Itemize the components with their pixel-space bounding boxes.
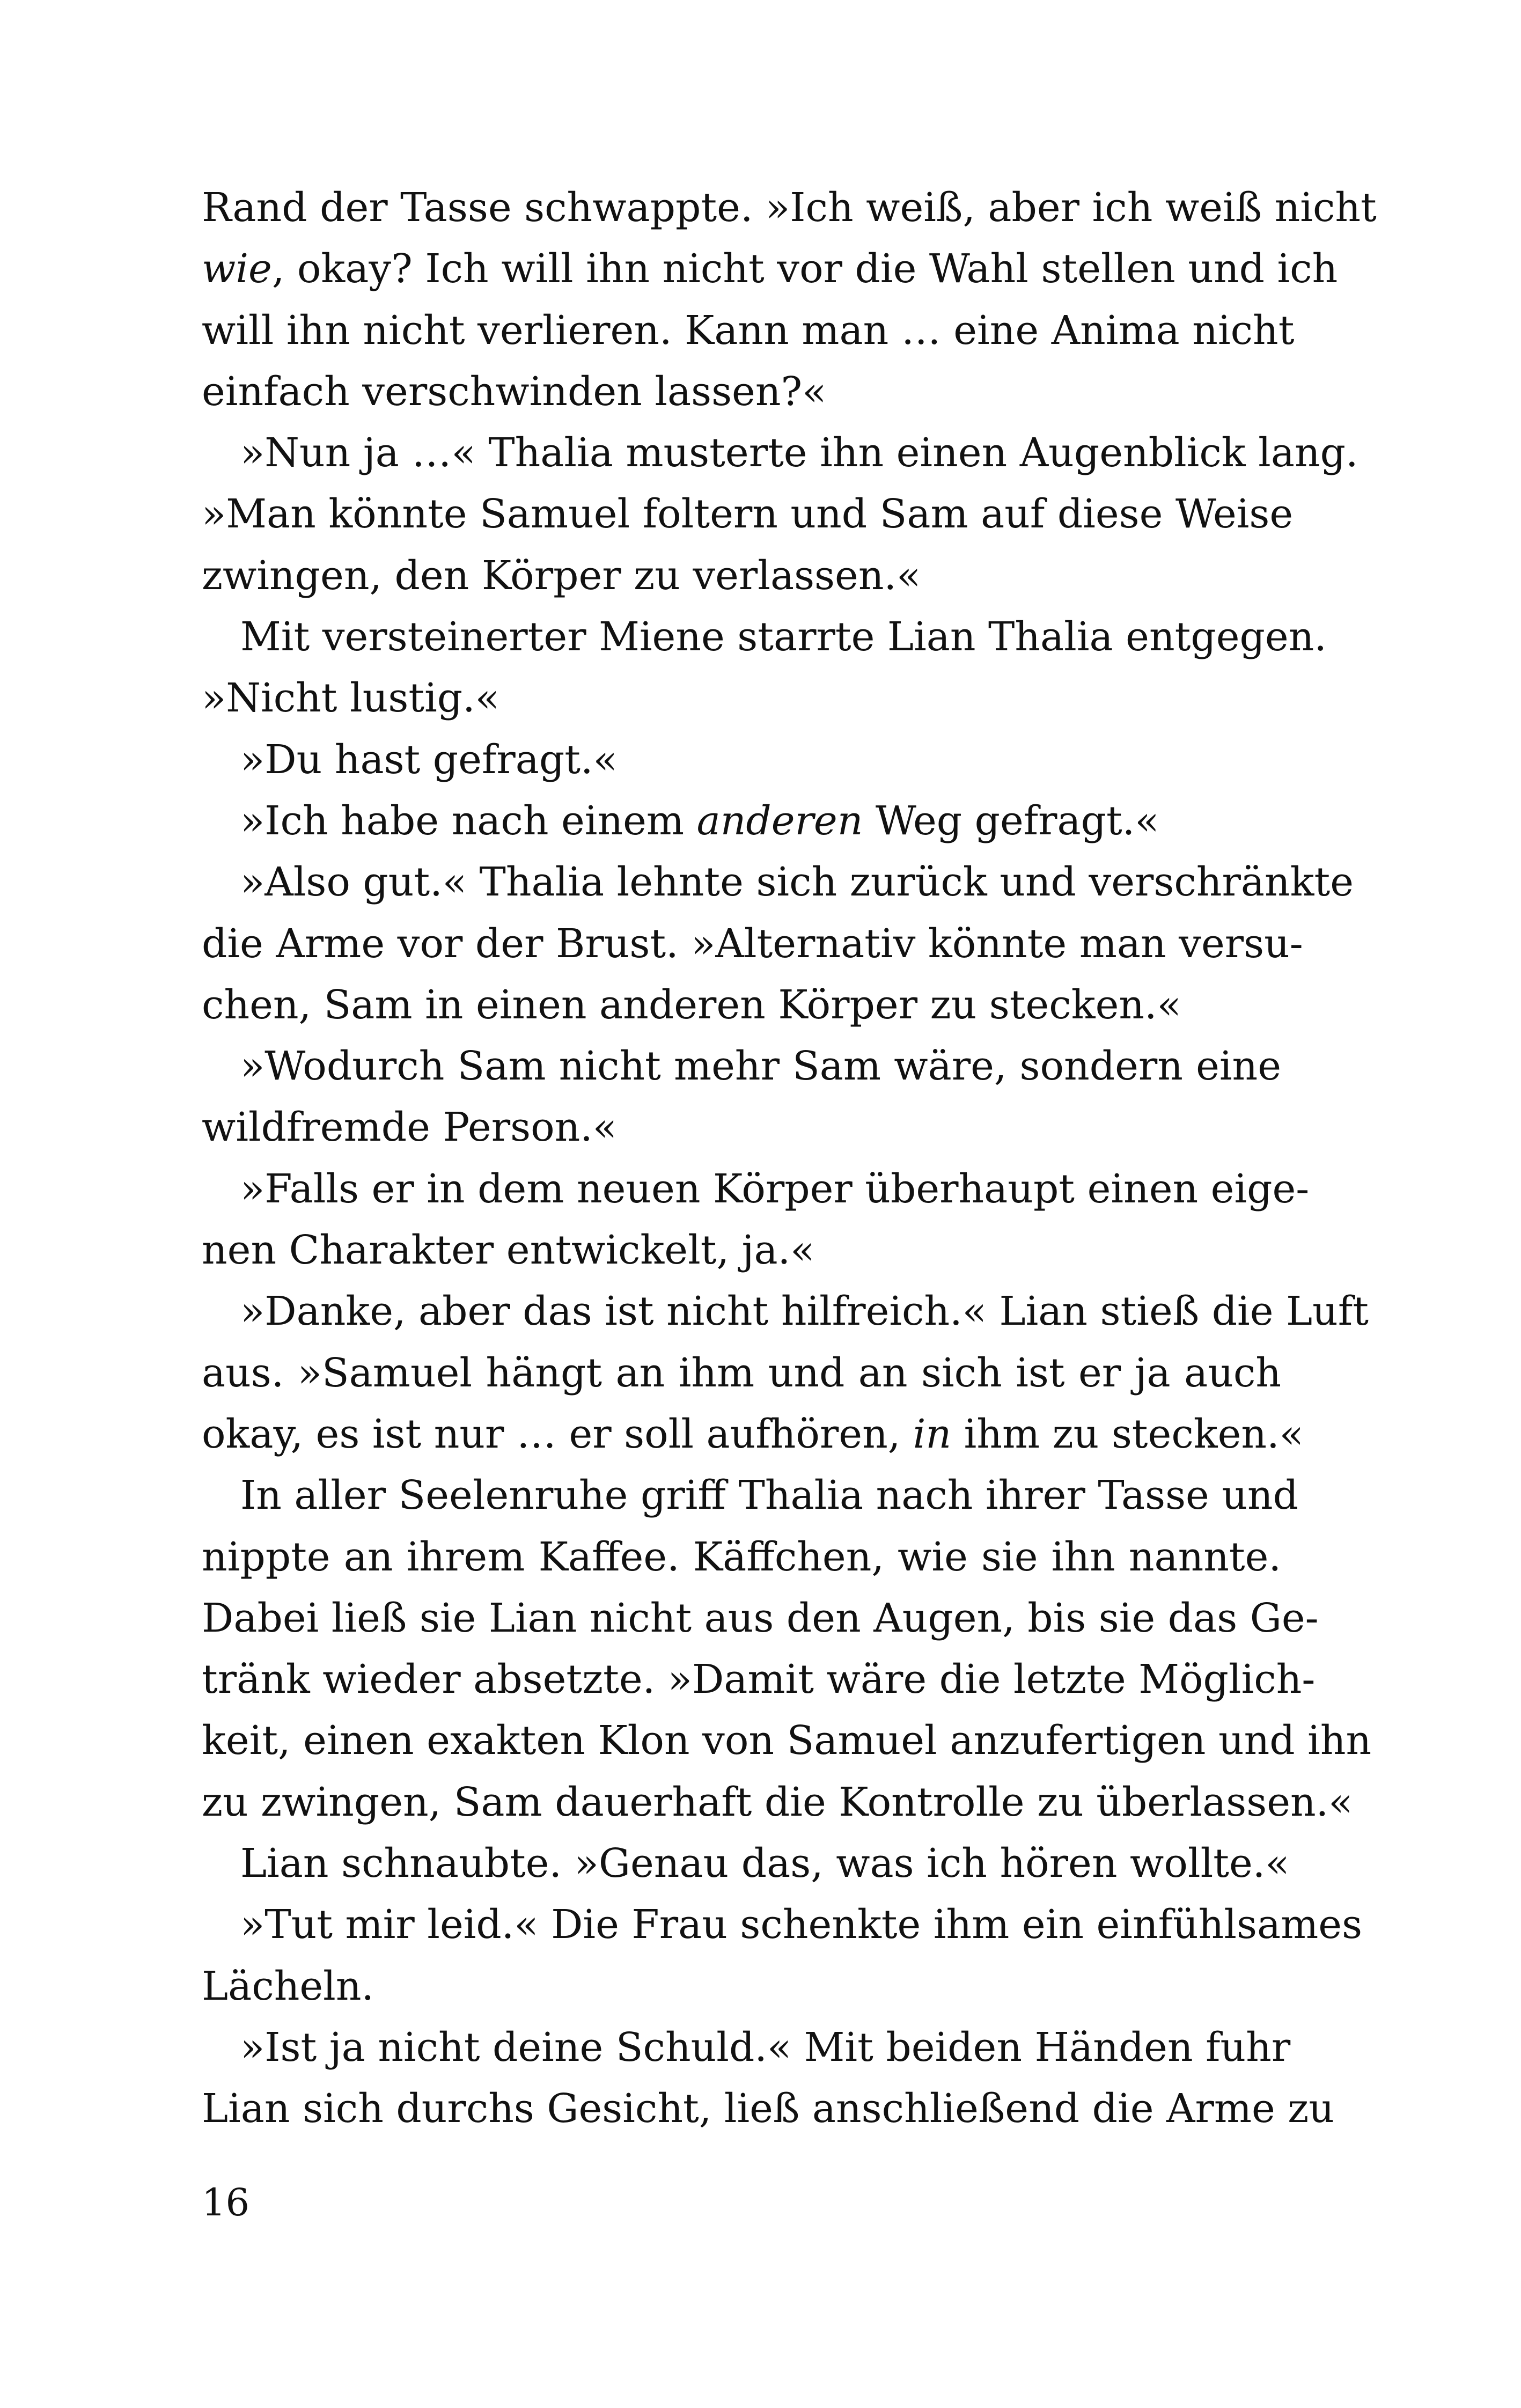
text-line — [202, 422, 1358, 483]
text-line — [202, 545, 1281, 606]
text-line — [202, 1833, 1290, 1894]
text-span: die Arme vor der Brust. »Alternativ könnte man versu- — [202, 920, 1303, 967]
text-line — [202, 1036, 1281, 1097]
italic-text: anderen — [696, 797, 863, 844]
text-span: Lächeln. — [202, 1963, 374, 2009]
text-line — [202, 1526, 1281, 1588]
text-line — [202, 2017, 1291, 2078]
text-span: tränk wieder absetzte. »Damit wäre die letzte Möglich- — [202, 1656, 1316, 1703]
text-span: Dabei ließ sie Lian nicht aus den Augen, bis sie das Ge- — [202, 1595, 1319, 1641]
text-span: , okay? Ich will ihn nicht vor die Wahl stellen und ich — [271, 246, 1338, 292]
text-line — [202, 913, 1303, 974]
text-span: »Also gut.« Thalia lehnte sich zurück und verschränkte — [240, 859, 1354, 906]
text-line — [202, 790, 1281, 851]
text-line — [202, 1894, 1363, 1955]
text-span: chen, Sam in einen anderen Körper zu stecken.« — [202, 981, 1181, 1028]
text-span: Weg gefragt.« — [863, 797, 1159, 844]
text-line — [202, 300, 1295, 361]
text-line — [202, 667, 1281, 729]
text-span: Rand der Tasse schwappte. »Ich weiß, aber ich weiß nicht — [202, 185, 1377, 231]
italic-text: in — [913, 1411, 952, 1457]
text-span: »Falls er in dem neuen Körper überhaupt einen eige- — [240, 1165, 1310, 1212]
text-line — [202, 1710, 1372, 1771]
italic-text: wie — [202, 246, 272, 292]
text-span: Lian sich durchs Gesicht, ließ anschließend die Arme zu — [202, 2086, 1334, 2132]
text-span: »Danke, aber das ist nicht hilfreich.« Lian stieß die Luft — [240, 1288, 1369, 1335]
text-span: zu zwingen, Sam dauerhaft die Kontrolle zu überlassen.« — [202, 1779, 1353, 1825]
text-span: nen Charakter entwickelt, ja.« — [202, 1227, 815, 1274]
text-span: »Tut mir leid.« Die Frau schenkte ihm ein einfühlsames — [240, 1902, 1363, 1948]
text-line — [202, 1465, 1299, 1526]
text-line — [202, 238, 1338, 299]
text-span: Lian schnaubte. »Genau das, was ich hören wollte.« — [240, 1840, 1290, 1887]
text-line — [202, 361, 1281, 422]
text-span: »Ich habe nach einem — [240, 797, 697, 844]
text-span: »Nicht lustig.« — [202, 675, 499, 722]
text-line — [202, 974, 1281, 1036]
text-line — [202, 606, 1327, 667]
text-span: »Man könnte Samuel foltern und Sam auf diese Weise — [202, 491, 1294, 538]
body-text — [202, 177, 1377, 2140]
text-span: wildfremde Person.« — [202, 1104, 618, 1151]
text-span: okay, es ist nur … er soll aufhören, — [202, 1411, 913, 1457]
text-line — [202, 729, 1281, 790]
text-span: Mit versteinerter Miene starrte Lian Thalia entgegen. — [240, 614, 1327, 660]
text-line — [202, 1342, 1281, 1404]
text-span: In aller Seelenruhe griff Thalia nach ihrer Tasse und — [240, 1472, 1299, 1519]
text-span: »Du hast gefragt.« — [240, 736, 618, 783]
text-span: keit, einen exakten Klon von Samuel anzufertigen und ihn — [202, 1717, 1372, 1764]
text-line — [202, 1220, 1281, 1281]
text-span: aus. »Samuel hängt an ihm und an sich ist er ja auch — [202, 1349, 1281, 1396]
text-line — [202, 1404, 1304, 1465]
text-span: »Nun ja …« Thalia musterte ihn einen Augenblick lang. — [240, 430, 1358, 476]
page-number: 16 — [202, 2181, 250, 2225]
text-line — [202, 1649, 1316, 1710]
text-span: ihm zu stecken.« — [951, 1411, 1304, 1457]
text-span: »Wodurch Sam nicht mehr Sam wäre, sondern eine — [240, 1043, 1281, 1090]
text-span: nippte an ihrem Kaffee. Käffchen, wie sie ihn nannte. — [202, 1533, 1281, 1580]
text-line — [202, 483, 1294, 545]
text-line — [202, 1956, 1281, 2017]
text-span: einfach verschwinden lassen?« — [202, 368, 827, 415]
text-line — [202, 177, 1377, 238]
text-line — [202, 1772, 1353, 1833]
text-line — [202, 2078, 1334, 2139]
text-line — [202, 1588, 1319, 1649]
text-span: zwingen, den Körper zu verlassen.« — [202, 552, 921, 599]
text-line — [202, 851, 1354, 913]
text-line — [202, 1158, 1310, 1220]
text-span: »Ist ja nicht deine Schuld.« Mit beiden Händen fuhr — [240, 2024, 1291, 2071]
text-line — [202, 1097, 1281, 1158]
text-span: will ihn nicht verlieren. Kann man … eine Anima nicht — [202, 307, 1295, 354]
text-line — [202, 1281, 1369, 1342]
